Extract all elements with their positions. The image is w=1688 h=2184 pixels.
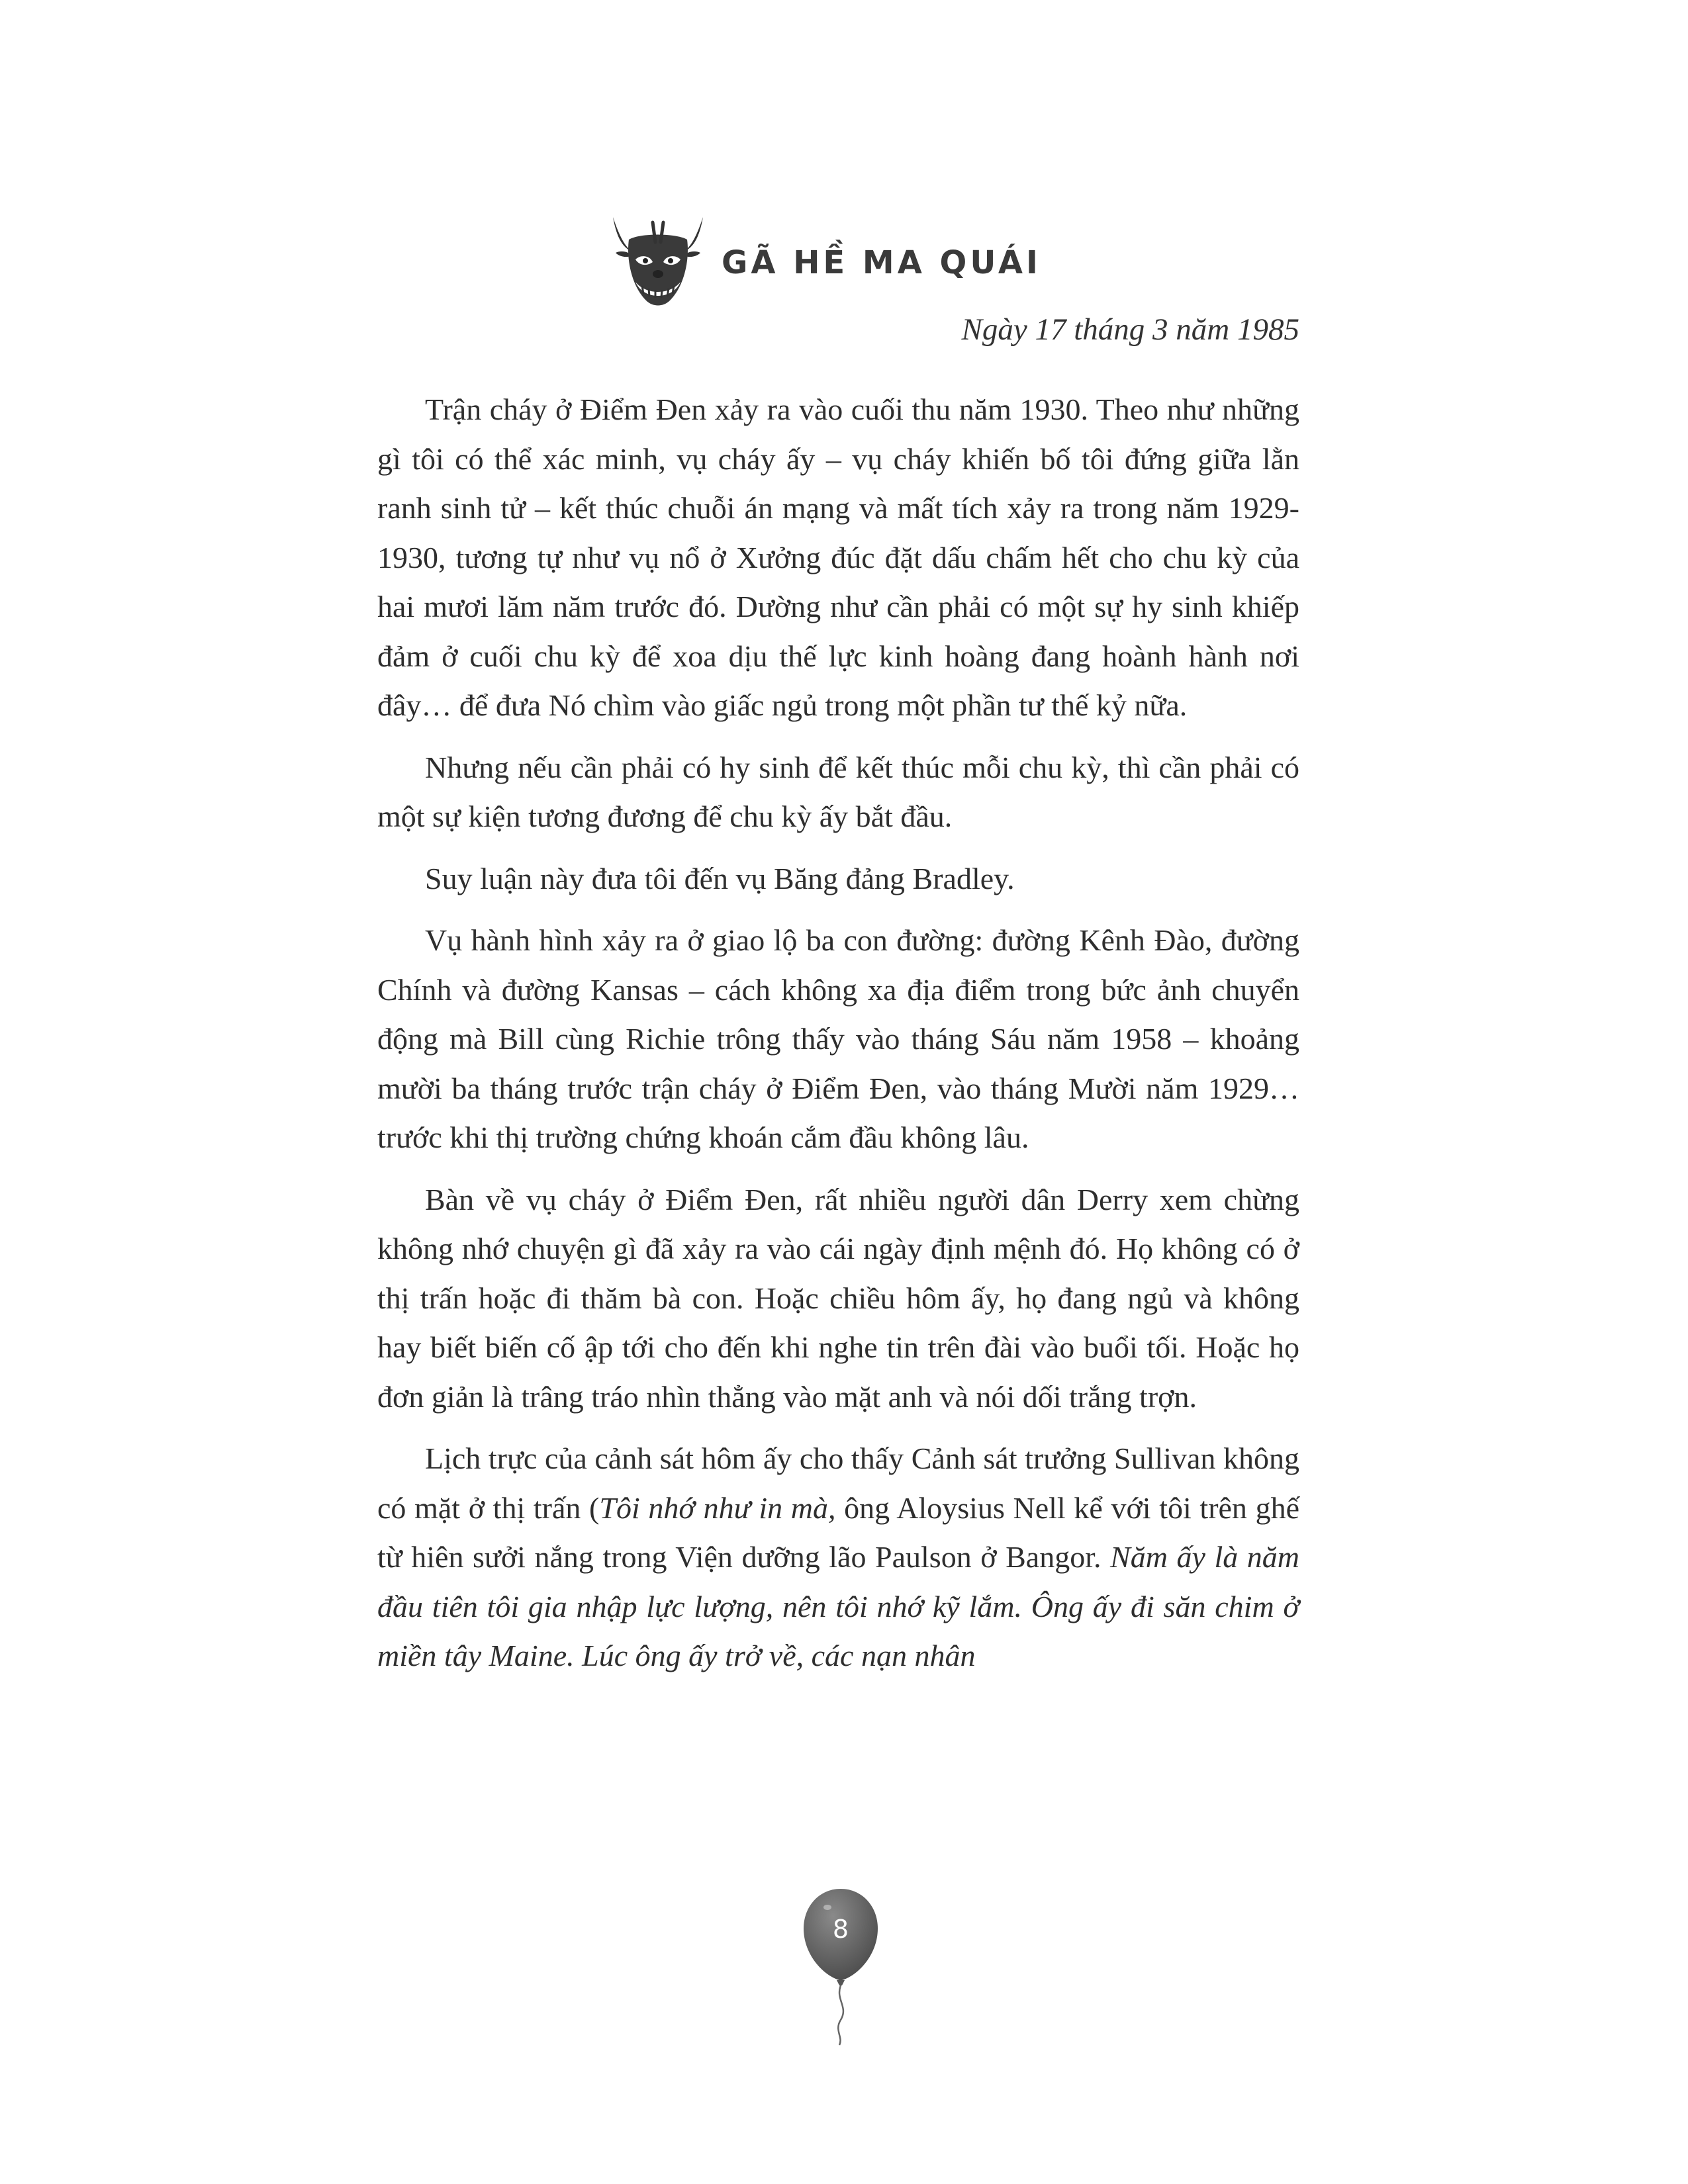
italic-quote: Năm ấy là năm đầu tiên tôi gia nhập lực lượng, nên tôi nhớ kỹ lắm. Ông ấy đi săn chim ở miền tây Maine. Lúc ông ấy trở về, các nạn nhân [377,1540,1299,1672]
paragraph: Trận cháy ở Điểm Đen xảy ra vào cuối thu năm 1930. Theo như những gì tôi có thể xác minh, vụ cháy ấy – vụ cháy khiến bố tôi đứng giữa lằn ranh sinh tử – kết thúc chuỗi án mạng và mất tích xảy ra trong năm 1929-1930, tương tự như vụ nổ ở Xưởng đúc đặt dấu chấm hết cho chu kỳ của hai mươi lăm năm trước đó. Dường như cần phải có một sự hy sinh khiếp đảm ở cuối chu kỳ để xoa dịu thế lực kinh hoàng đang hoành hành nơi đây… để đưa Nó chìm vào giấc ngủ trong một phần tư thế kỷ nữa. [377,392,1299,722]
running-header [609,213,1041,312]
book-title: GÃ HỀ MA QUÁI [722,244,1041,281]
text-run: Lịch trực của cảnh sát hôm ấy cho thấy Cảnh sát trưởng Sullivan không có mặt ở thị trấn ( [377,1441,1299,1525]
paragraph: Vụ hành hình xảy ra ở giao lộ ba con đường: đường Kênh Đào, đường Chính và đường Kansas – cách không xa địa điểm trong bức ảnh chuyển động mà Bill cùng Richie trông thấy vào tháng Sáu năm 1958 – khoảng mười ba tháng trước trận cháy ở Điểm Đen, vào tháng Mười năm 1929… trước khi thị trường chứng khoán cắm đầu không lâu. [377,923,1299,1154]
paragraph-last [377,1434,1299,1681]
balloon-icon [801,1888,880,2046]
dateline: Ngày 17 tháng 3 năm 1985 [961,312,1299,347]
clown-face-icon [609,213,707,312]
body-text [377,385,1299,1694]
text-run: ông Aloysius Nell kể với tôi trên ghế từ hiên sưởi nắng trong Viện dưỡng lão Paulson ở Bangor. [377,1490,1299,1574]
paragraph: Suy luận này đưa tôi đến vụ Băng đảng Bradley. [425,861,1015,895]
italic-quote: Tôi nhớ như in mà, [599,1490,836,1525]
page-number: 8 [832,1915,849,1944]
paragraph: Nhưng nếu cần phải có hy sinh để kết thúc mỗi chu kỳ, thì cần phải có một sự kiện tương đương để chu kỳ ấy bắt đầu. [377,750,1299,833]
paragraph: Bàn về vụ cháy ở Điểm Đen, rất nhiều người dân Derry xem chừng không nhớ chuyện gì đã xảy ra vào cái ngày định mệnh đó. Họ không có ở thị trấn hoặc đi thăm bà con. Hoặc chiều hôm ấy, họ đang ngủ và không hay biết biến cố ập tới cho đến khi nghe tin trên đài vào buổi tối. Hoặc họ đơn giản là trâng tráo nhìn thẳng vào mặt anh và nói dối trắng trợn. [377,1182,1299,1414]
